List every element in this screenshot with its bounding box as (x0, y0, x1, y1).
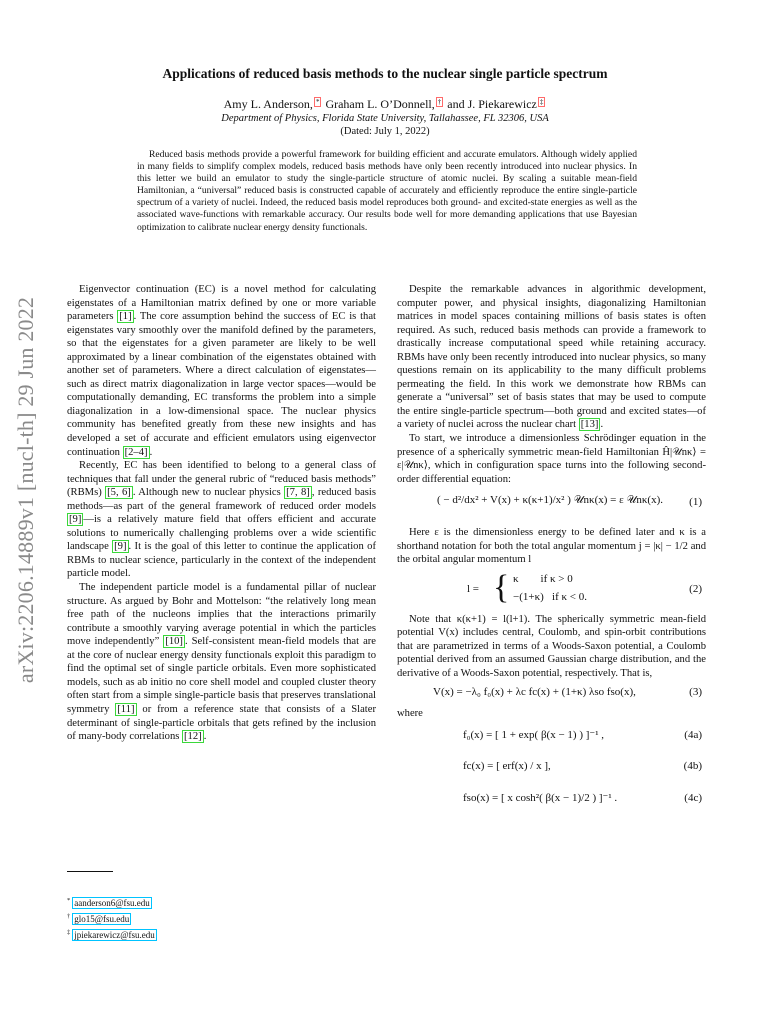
email-link[interactable]: jpiekarewicz@fsu.edu (74, 930, 155, 940)
paragraph: Here ε is the dimensionless energy to be defined later and κ is a shorthand notation for both the total angular momentum j = |κ| − 1/2 and the orbital angular momentum l (397, 527, 706, 566)
equation-body: V(x) = −λ₀ f₀(x) + λc fc(x) + (1+κ) λso fso(x), (433, 685, 636, 698)
equation-3 (397, 681, 706, 707)
equation-number: (3) (689, 685, 702, 698)
text-run: —is a relatively mature field that offers efficient and accurate solutions to numerically challenging problems over a wide scientific landscape (67, 514, 376, 553)
equation-body: fso(x) = [ x cosh²( β(x − 1)/2 ) ]⁻¹ . (463, 792, 618, 805)
text-run: Recently, EC has been identified to belong to a general class of techniques that fall under the general rubric of “reduced basis methods” (RBMs) (67, 460, 376, 499)
where-text: where (397, 707, 423, 719)
email-link[interactable]: aanderson6@fsu.edu (74, 898, 150, 908)
citation-link[interactable]: [5, 6] (107, 487, 131, 499)
text-run: Despite the remarkable advances in algorithmic development, computer power, and physical insights, diagonalizing Hamiltonian matrices in model spaces containing millions of basis states is often required. As such, reduced basis methods can provide a framework to drastically increase computational speed while retaining accuracy. RBMs have only been recently introduced into nuclear physics, so many questions remain on its applicability to the many difficult problems permeating the field. In this work we demonstrate how RBMs can generate a “universal” set of basis states that may be used to compute the entire single-particle spectrum—both ground and excited states—of a variety of nuclei across the nuclear chart (397, 284, 706, 431)
equation-body: ( − d²/dx² + V(x) + κ(κ+1)/x² ) 𝒰nκ(x) = ε 𝒰nκ(x). (437, 494, 663, 507)
arxiv-identifier-stamp (6, 280, 46, 700)
brace: { (493, 568, 510, 606)
paragraph: To start, we introduce a dimensionless Schrödinger equation in the presence of a spherically symmetric mean-field Hamiltonian Ĥ|𝒰nκ⟩ = ε|𝒰nκ⟩, which in configuration space turns into the following second-order differential equation: (397, 433, 706, 485)
citation-link[interactable]: [12] (184, 731, 202, 743)
footnote-rule (67, 871, 113, 872)
paragraph (397, 283, 706, 432)
equation-number: (1) (689, 496, 702, 509)
citation-link[interactable]: [13] (580, 419, 599, 431)
paragraph (67, 283, 376, 459)
author-footnote-link[interactable]: * (315, 98, 320, 106)
date-line: (Dated: July 1, 2022) (340, 126, 430, 137)
text-run: or from a reference state that consists of a Slater determinant of single-particle orbitals that gets refined by the inclusion of many-body correlations (67, 703, 376, 743)
citation-link[interactable]: [10] (165, 636, 183, 648)
text-run: . (600, 419, 604, 431)
equation-body: f₀(x) = [ 1 + exp( β(x − 1) ) ]⁻¹ , (463, 729, 604, 742)
equation-number: (4c) (684, 792, 702, 805)
equation-2 (397, 567, 706, 613)
text-run: The independent particle model is a fundamental pillar of nuclear structure. As argued by Bohr and Mottelson: “the relatively long mean free path of the nucleons implies that the interactions primarily contribute a smoothly varying average potential in which the particles move independently” (67, 582, 376, 648)
paragraph: Note that κ(κ+1) = l(l+1). The spherically symmetric mean-field potential V(x) includes central, Coulomb, and spin-orbit contributions that are parametrized in terms of a Woods-Saxon potential, a Coulomb potential derived from an assumed Gaussian charge distribution, and the derivative of a Woods-Saxon potential, respectively. That is, (397, 613, 706, 680)
citation-link[interactable]: [9] (69, 514, 82, 526)
citation-link[interactable]: [9] (114, 541, 127, 553)
equation-1 (397, 486, 706, 526)
paragraph (67, 581, 376, 744)
equation-lhs: l = (467, 582, 480, 595)
citation-link[interactable]: [1] (119, 311, 132, 323)
paper-title: Applications of reduced basis methods to the nuclear single particle spectrum (162, 66, 608, 81)
equation-body: fc(x) = [ erf(x) / x ], (463, 760, 551, 773)
text-run: , reduced basis methods—as part of the general framework of reduced order models (67, 487, 376, 512)
email-link[interactable]: glo15@fsu.edu (74, 914, 130, 924)
arxiv-identifier-text: arXiv:2206.14889v1 [nucl-th] 29 Jun 2022 (13, 296, 38, 684)
equation-number: (4a) (684, 729, 702, 742)
text-run: . Although new to nuclear physics (132, 487, 285, 499)
affiliation: Department of Physics, Florida State University, Tallahassee, FL 32306, USA (221, 113, 549, 124)
abstract: Reduced basis methods provide a powerful framework for building efficient and accurate emulators. Although widely applied in many fields to simplify complex models, reduced basis methods have only been recently introduced into nuclear physics. In this letter we build an emulator to study the single-particle structure of atomic nuclei. By scaling a suitable mean-field Hamiltonian, a “universal” reduced basis is constructed capable of accurately and efficiently reproduce the entire single-particle spectrum of a variety of nuclei. Indeed, the reduced basis model reproduces both ground- and excited-state energies as well as the associated wave-functions with remarkable accuracy. Our results bode well for more demanding applications that use Bayesian optimization to calibrate nuclear energy density functionals. (137, 149, 637, 233)
author-footnote-link[interactable]: † (437, 98, 442, 106)
footnote (67, 910, 157, 926)
citation-link[interactable]: [11] (117, 703, 135, 715)
citation-link[interactable]: [2–4] (124, 446, 148, 458)
equation-number: (2) (689, 582, 702, 595)
equation-4b (397, 750, 706, 782)
text-run: . The core assumption behind the success of EC is that eigenstates vary smoothly over the manifold defined by the parameters, so that the eigenstates for a given parameter are likely to be well approximated by a linear combination of the eigenstates obtained with another set of parameters. Where a direct calculation of eigenstates—such as direct matrix diagonalization in large vector spaces—would be computationally demanding, EC transforms the problem into a simple diagonalization in a low-dimensional space. The nuclear physics community has benefited greatly from these new insights and has developed a set of accurate and efficient emulators using eigenvector continuation (67, 311, 376, 458)
left-column (67, 283, 376, 744)
author-footnote-link[interactable]: ‡ (539, 98, 544, 106)
equation-case: κ if κ > 0 (513, 572, 573, 585)
equation-case: −(1+κ) if κ < 0. (513, 590, 587, 603)
footnote-mark: ‡ (67, 929, 71, 936)
author-name: Amy L. Anderson, (223, 97, 313, 111)
footnote (67, 894, 157, 910)
text-run: . (203, 731, 207, 743)
paragraph (67, 459, 376, 581)
footnote-mark: * (67, 897, 71, 904)
equation-4a (397, 720, 706, 750)
text-run: . It is the goal of this letter to continue the application of RBMs to nuclear science, particularly in the context of the independent particle model. (67, 541, 376, 580)
author-name: and J. Piekarewicz (447, 97, 537, 111)
text-run: Eigenvector continuation (EC) is a novel method for calculating eigenstates of a Hamiltonian matrix defined by one or more variable parameters (67, 284, 376, 323)
equation-number: (4b) (683, 760, 702, 773)
citation-link[interactable]: [7, 8] (286, 487, 310, 499)
footnote (67, 926, 157, 942)
right-column (397, 283, 706, 814)
equation-4c (397, 782, 706, 814)
author-list (60, 97, 710, 112)
text-run: . Self-consistent mean-field models that are at the core of nuclear energy density functionals exploit this paradigm to find the optimal set of single particle orbitals. Even more sophisticated models, such as ab initio no core shell model and coupled cluster theory often start from a simple single-particle basis that preserves translational symmetry (67, 636, 376, 715)
footnotes (67, 894, 157, 942)
text-run: . (149, 446, 153, 458)
footnote-mark: † (67, 913, 71, 920)
author-name: Graham L. O’Donnell, (325, 97, 435, 111)
